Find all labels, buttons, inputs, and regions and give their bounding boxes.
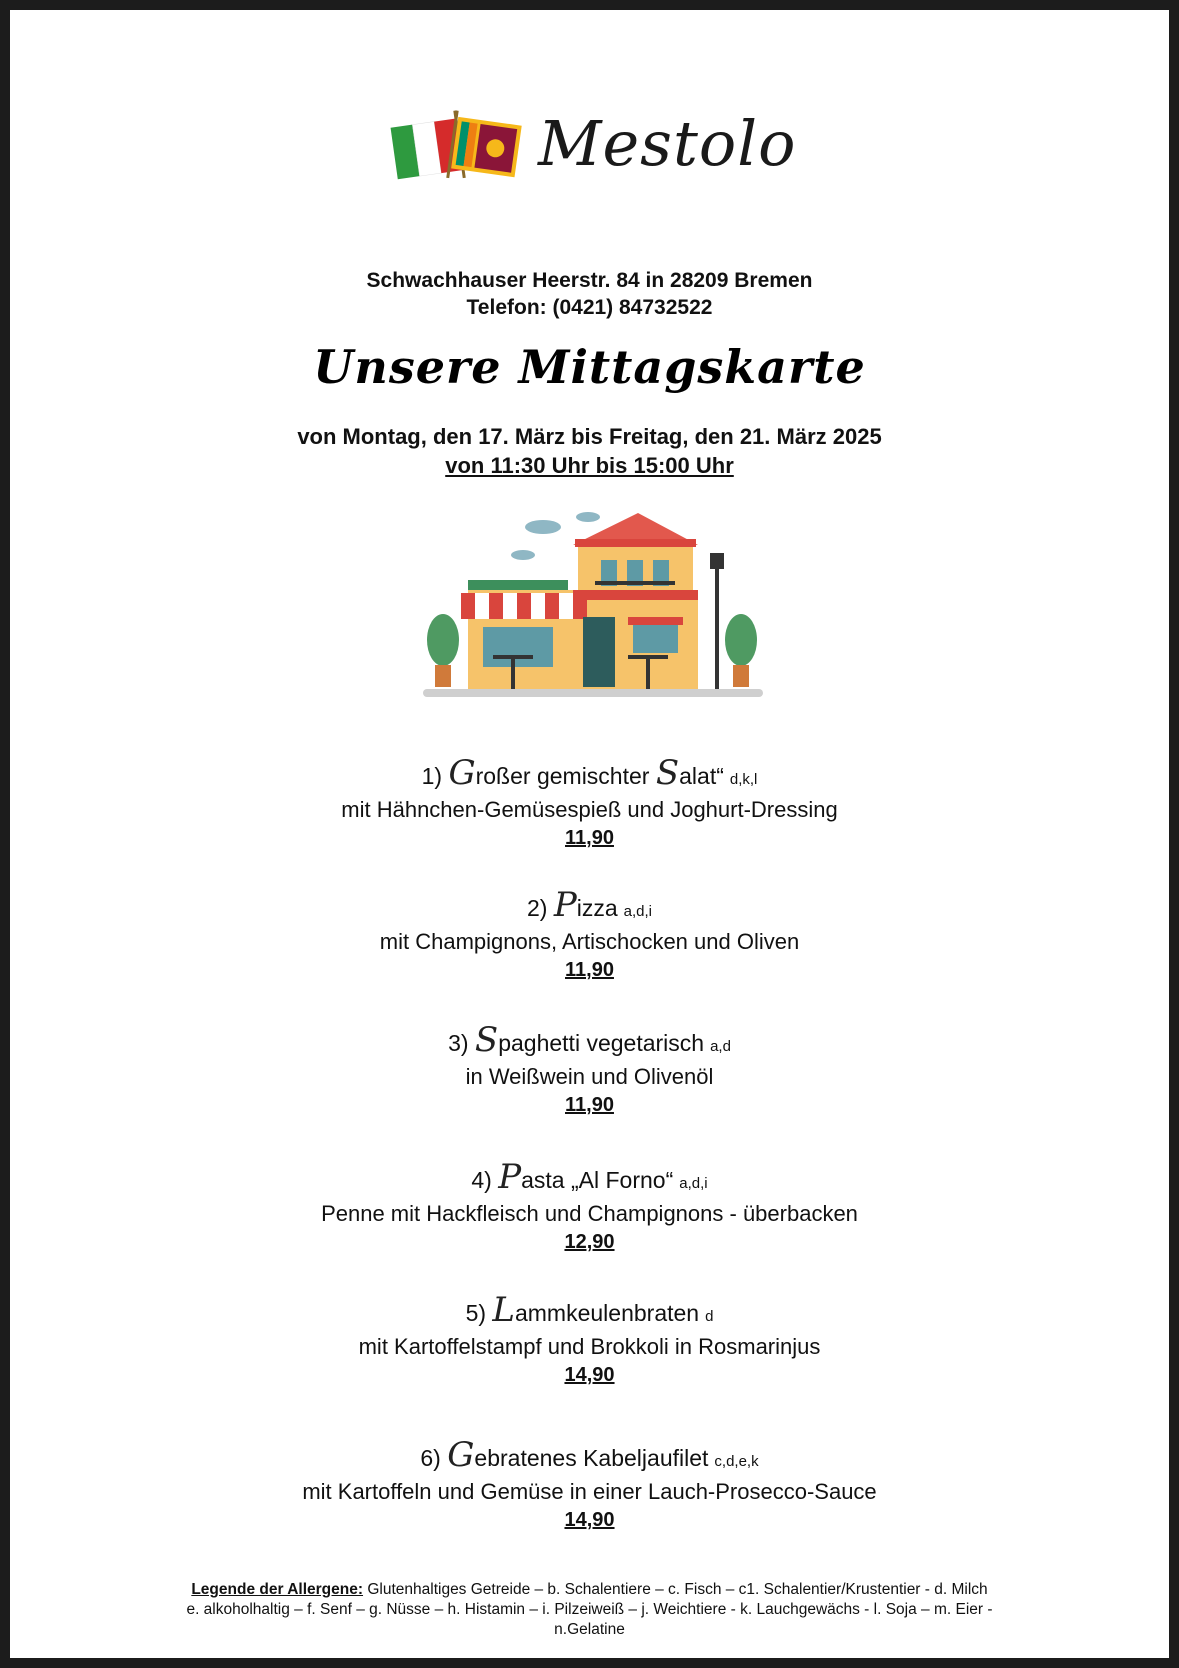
dish-initial-2: S	[655, 753, 680, 793]
dish-description: mit Hähnchen-Gemüsespieß und Joghurt-Dressing	[341, 797, 838, 822]
dish-allergens: a,d,i	[679, 1175, 708, 1192]
dish-allergens: c,d,e,k	[714, 1453, 759, 1470]
flags-icon	[386, 105, 526, 195]
dish-price: 11,90	[565, 827, 614, 849]
date-range: von Montag, den 17. März bis Freitag, den 21. März 2025	[297, 424, 882, 449]
dish-initial: G	[447, 1435, 475, 1475]
legend-line-2: e. alkoholhaltig – f. Senf – g. Nüsse – h. Histamin – i. Pilzeiweiß – j. Weichtiere - k. Lauchgewächs - l. Soja – m. Eier -	[186, 1601, 993, 1618]
dish-allergens: d,k,l	[729, 771, 758, 788]
dish-name: roßer gemischter	[475, 763, 656, 789]
opening-hours: von 11:30 Uhr bis 15:00 Uhr	[445, 453, 734, 478]
dish-description: mit Kartoffeln und Gemüse in einer Lauch-Prosecco-Sauce	[302, 1479, 877, 1504]
dish-description: mit Kartoffelstampf und Brokkoli in Rosmarinjus	[358, 1334, 821, 1359]
menu-title: Unsere Mittagskarte	[313, 340, 866, 394]
dish-item	[10, 1435, 1169, 1533]
dish-item	[10, 1290, 1169, 1388]
restaurant-illustration	[423, 505, 763, 725]
dish-item	[10, 885, 1169, 983]
dish-price: 11,90	[565, 959, 614, 981]
dish-allergens: a,d,i	[623, 903, 652, 920]
address-block	[10, 267, 1169, 321]
dish-initial: P	[553, 885, 577, 925]
dish-number: 4)	[471, 1167, 492, 1193]
dish-price: 12,90	[564, 1231, 615, 1253]
dish-initial: S	[474, 1020, 499, 1060]
dish-title	[10, 1435, 1169, 1477]
dish-allergens: a,d	[710, 1038, 731, 1055]
allergen-legend	[10, 1580, 1169, 1640]
dish-price: 11,90	[565, 1094, 614, 1116]
dish-title	[10, 1020, 1169, 1062]
dish-description: in Weißwein und Olivenöl	[465, 1064, 714, 1089]
logo-row	[10, 105, 1169, 195]
dish-number: 5)	[465, 1300, 487, 1326]
dish-description: mit Champignons, Artischocken und Oliven	[379, 929, 800, 954]
date-block	[10, 422, 1169, 480]
dish-title	[10, 753, 1169, 795]
address: Schwachhauser Heerstr. 84 in 28209 Bremen	[366, 269, 813, 292]
dish-name: asta „Al Forno“	[521, 1167, 674, 1193]
dish-name-2: alat“	[679, 763, 724, 789]
dish-price: 14,90	[564, 1364, 615, 1386]
legend-line-1: Glutenhaltiges Getreide – b. Schalentiere – c. Fisch – c1. Schalentier/Krustentier - d. Milch	[367, 1581, 988, 1598]
dish-title	[10, 885, 1169, 927]
dish-number: 3)	[448, 1030, 469, 1056]
dish-initial: L	[492, 1290, 515, 1330]
dish-name: ebratenes Kabeljaufilet	[474, 1445, 709, 1471]
brand-name: Mestolo	[538, 107, 797, 180]
dish-description: Penne mit Hackfleisch und Champignons - überbacken	[321, 1201, 858, 1226]
dish-title	[10, 1290, 1169, 1332]
dish-item	[10, 1157, 1169, 1255]
dish-price: 14,90	[564, 1509, 615, 1531]
dish-name: izza	[576, 895, 618, 921]
phone: Telefon: (0421) 84732522	[466, 296, 713, 319]
dish-name: paghetti vegetarisch	[498, 1030, 705, 1056]
legend-label: Legende der Allergene:	[191, 1581, 364, 1598]
dish-initial: G	[448, 753, 476, 793]
dish-initial: P	[498, 1157, 522, 1197]
dish-title	[10, 1157, 1169, 1199]
menu-page	[10, 10, 1169, 1658]
dish-item	[10, 753, 1169, 851]
dish-number: 1)	[421, 763, 443, 789]
dish-name: ammkeulenbraten	[514, 1300, 700, 1326]
dish-number: 6)	[420, 1445, 441, 1471]
dish-allergens: d	[705, 1308, 714, 1325]
dish-item	[10, 1020, 1169, 1118]
dish-number: 2)	[527, 895, 548, 921]
legend-line-3: n.Gelatine	[554, 1621, 625, 1638]
